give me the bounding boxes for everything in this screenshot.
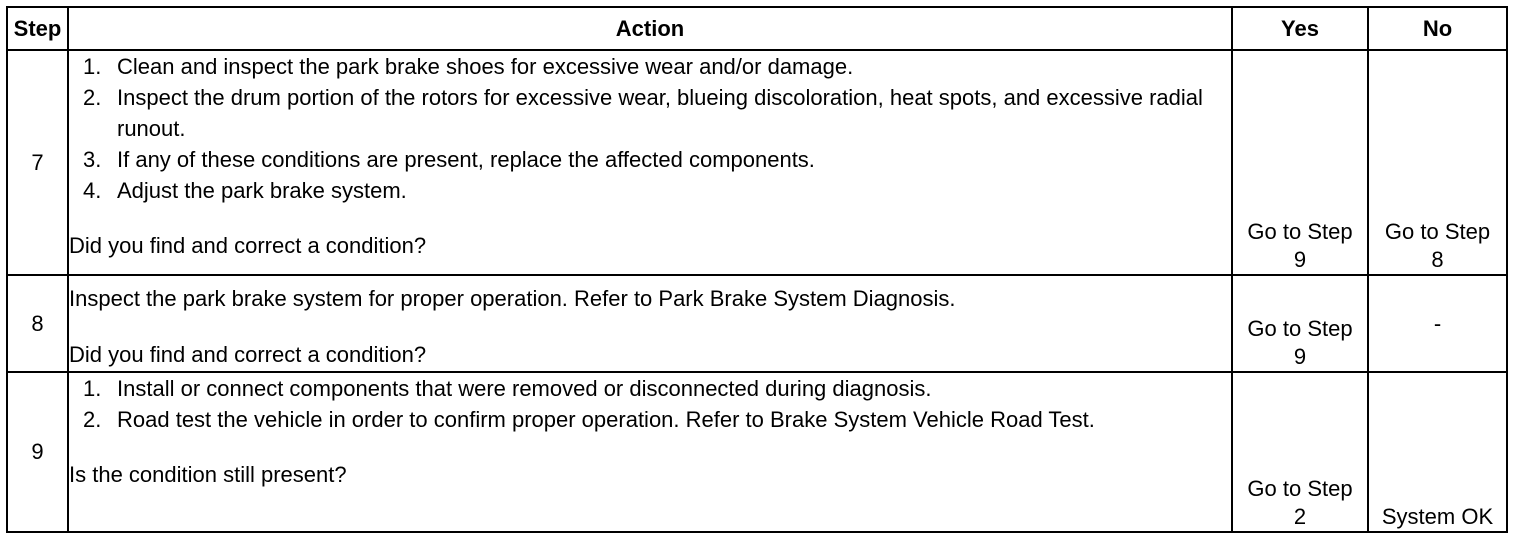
yes-cell <box>1232 50 1368 275</box>
yes-result-line: Go to Step <box>1247 476 1353 501</box>
step-number: 7 <box>7 50 68 275</box>
item-number: 4. <box>83 178 102 203</box>
table-row-step-8 <box>7 275 1507 372</box>
yes-result-step: 2 <box>1293 504 1307 529</box>
diagnostic-table <box>6 6 1508 533</box>
list-item <box>83 404 1231 435</box>
action-list <box>69 373 1231 435</box>
no-result-step: 8 <box>1431 247 1444 272</box>
list-item <box>83 175 1231 206</box>
spacer <box>69 206 1231 230</box>
yes-cell <box>1232 275 1368 372</box>
list-item <box>83 82 1231 144</box>
item-number: 1. <box>83 376 102 401</box>
action-cell <box>68 275 1232 372</box>
question-text: Did you find and correct a condition? <box>69 233 427 258</box>
table-row-step-9 <box>7 372 1507 532</box>
header-step: Step <box>7 7 68 50</box>
item-text: Install or connect components that were removed or disconnected during diagnosis. <box>117 376 932 401</box>
list-item <box>83 373 1231 404</box>
no-result-line: - <box>1433 310 1442 336</box>
item-text: Adjust the park brake system. <box>117 178 407 203</box>
header-action: Action <box>68 7 1232 50</box>
action-list <box>69 51 1231 206</box>
intro-text: Inspect the park brake system for proper operation. Refer to Park Brake System Diagnosis. <box>69 286 956 311</box>
no-result-line: Go to Step <box>1384 219 1491 244</box>
yes-result-step: 9 <box>1293 247 1307 272</box>
yes-result-line: Go to Step <box>1247 316 1353 341</box>
spacer <box>69 314 1231 339</box>
item-text: Clean and inspect the park brake shoes for excessive wear and/or damage. <box>117 54 854 79</box>
question-text: Did you find and correct a condition? <box>69 342 427 367</box>
header-no: No <box>1368 7 1507 50</box>
list-item <box>83 144 1231 175</box>
item-number: 2. <box>83 85 102 110</box>
item-number: 2. <box>83 407 102 432</box>
yes-result-step: 9 <box>1293 344 1307 369</box>
step-number: 9 <box>7 372 68 532</box>
yes-cell <box>1232 372 1368 532</box>
no-cell <box>1368 275 1507 372</box>
header-row <box>7 7 1507 50</box>
no-cell <box>1368 50 1507 275</box>
action-cell <box>68 50 1232 275</box>
no-result-line: System OK <box>1381 504 1494 529</box>
question-text: Is the condition still present? <box>69 462 347 487</box>
yes-result-line: Go to Step <box>1247 219 1353 244</box>
item-number: 3. <box>83 147 102 172</box>
item-text: Inspect the drum portion of the rotors for excessive wear, blueing discoloration, heat spots, and excessive radial runout. <box>117 85 1203 141</box>
header-yes: Yes <box>1232 7 1368 50</box>
action-cell <box>68 372 1232 532</box>
table-row-step-7 <box>7 50 1507 275</box>
no-cell <box>1368 372 1507 532</box>
item-number: 1. <box>83 54 102 79</box>
item-text: Road test the vehicle in order to confirm proper operation. Refer to Brake System Vehicle Road Test. <box>117 407 1095 432</box>
item-text: If any of these conditions are present, replace the affected components. <box>117 147 815 172</box>
list-item <box>83 51 1231 82</box>
step-number: 8 <box>7 275 68 372</box>
spacer <box>69 435 1231 459</box>
